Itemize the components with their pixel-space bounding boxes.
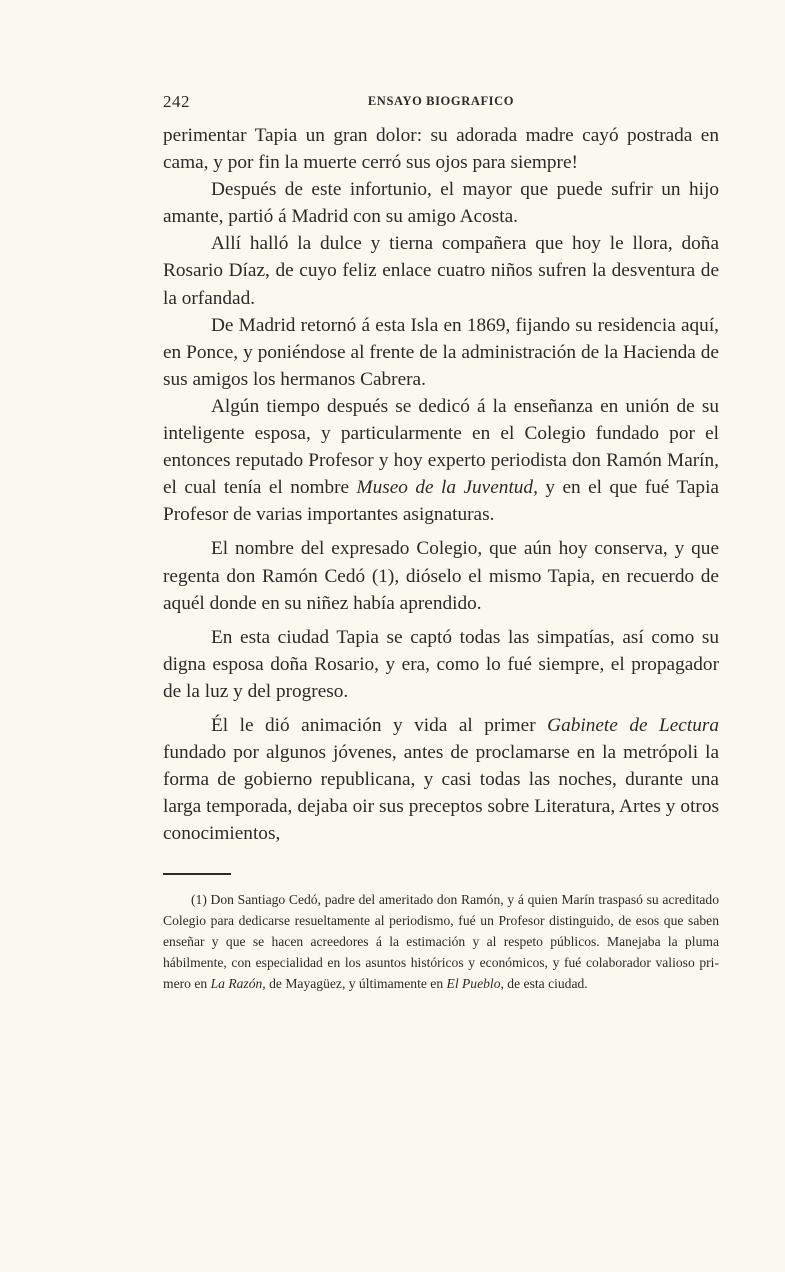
paragraph-5 <box>163 393 719 528</box>
page-number: 242 <box>163 92 190 111</box>
footnote-divider <box>163 873 231 875</box>
body-text <box>163 122 719 847</box>
paragraph-3: Allí halló la dulce y tierna compañera que hoy le llora, doña Rosario Díaz, de cuyo feliz enlace cuatro niños sufren la desventura de la orfandad. <box>163 233 719 309</box>
footnote-title-el-pueblo: El Pueblo, <box>446 976 504 992</box>
footnote-text-before: (1) Don Santiago Cedó, padre del ameritado don Ramón, y á quien Marín traspasó su acreditado Colegio para dedicarse resueltamente al periodismo, fué un Profesor distinguido, de esos que saben enseñar y que se hacen acreedores á la estimación y al respeto públicos. Manejaba la pluma hábilmente, con especialidad en los asuntos históricos y económicos, y fué colaborador valioso primero en <box>163 892 719 992</box>
paragraph-6: El nombre del expresado Colegio, que aún hoy conserva, y que regenta don Ramón Cedó (1), dióselo el mismo Tapia, en recuerdo de aquél donde en su niñez había aprendido. <box>163 538 719 614</box>
paragraph-5-text-before: Algún tiempo después se dedicó á la enseñanza en unión de su inteligente esposa, y particularmente en el Colegio fundado por el entonces reputado Profesor y hoy experto periodista don Ramón Marín, el cual tenía el nombre <box>163 395 719 499</box>
book-page <box>163 88 719 994</box>
running-head <box>163 88 719 122</box>
footnote <box>163 889 719 994</box>
footnote-title-la-razon: La Razón, <box>210 976 266 992</box>
paragraph-4: De Madrid retornó á esta Isla en 1869, fijando su residencia aquí, en Ponce, y poniéndose al frente de la administración de la Hacienda de sus amigos los hermanos Cabrera. <box>163 314 719 390</box>
paragraph-1: perimentar Tapia un gran dolor: su adorada madre cayó postrada en cama, y por fin la muerte cerró sus ojos para siempre! <box>163 125 719 174</box>
paragraph-7: En esta ciudad Tapia se captó todas las simpatías, así como su digna esposa doña Rosario, y era, como lo fué siempre, el propagador de la luz y del progreso. <box>163 626 719 702</box>
footnote-text-after: de esta ciudad. <box>503 976 588 992</box>
footnote-text-middle: de Mayagüez, y últimamente en <box>265 976 447 992</box>
paragraph-8-title: Gabinete de Lectura <box>547 714 719 736</box>
paragraph-8-text-before: Él le dió animación y vida al primer <box>211 714 548 736</box>
footnote-text <box>163 889 719 994</box>
paragraph-5-text-after: y en el que fué Tapia Profesor de varias importantes asignaturas. <box>163 477 719 526</box>
paragraph-8 <box>163 712 719 847</box>
paragraph-2: Después de este infortunio, el mayor que puede sufrir un hijo amante, partió á Madrid con su amigo Acosta. <box>163 179 719 228</box>
paragraph-5-title: Museo de la Juventud, <box>356 477 538 499</box>
running-title: ENSAYO BIOGRAFICO <box>367 94 515 108</box>
paragraph-8-text-after: fundado por algunos jóvenes, antes de proclamarse en la metrópoli la forma de gobierno republicana, y casi todas las noches, durante una larga temporada, dejaba oir sus preceptos sobre Literatura, Artes y otros conocimientos, <box>163 742 719 845</box>
